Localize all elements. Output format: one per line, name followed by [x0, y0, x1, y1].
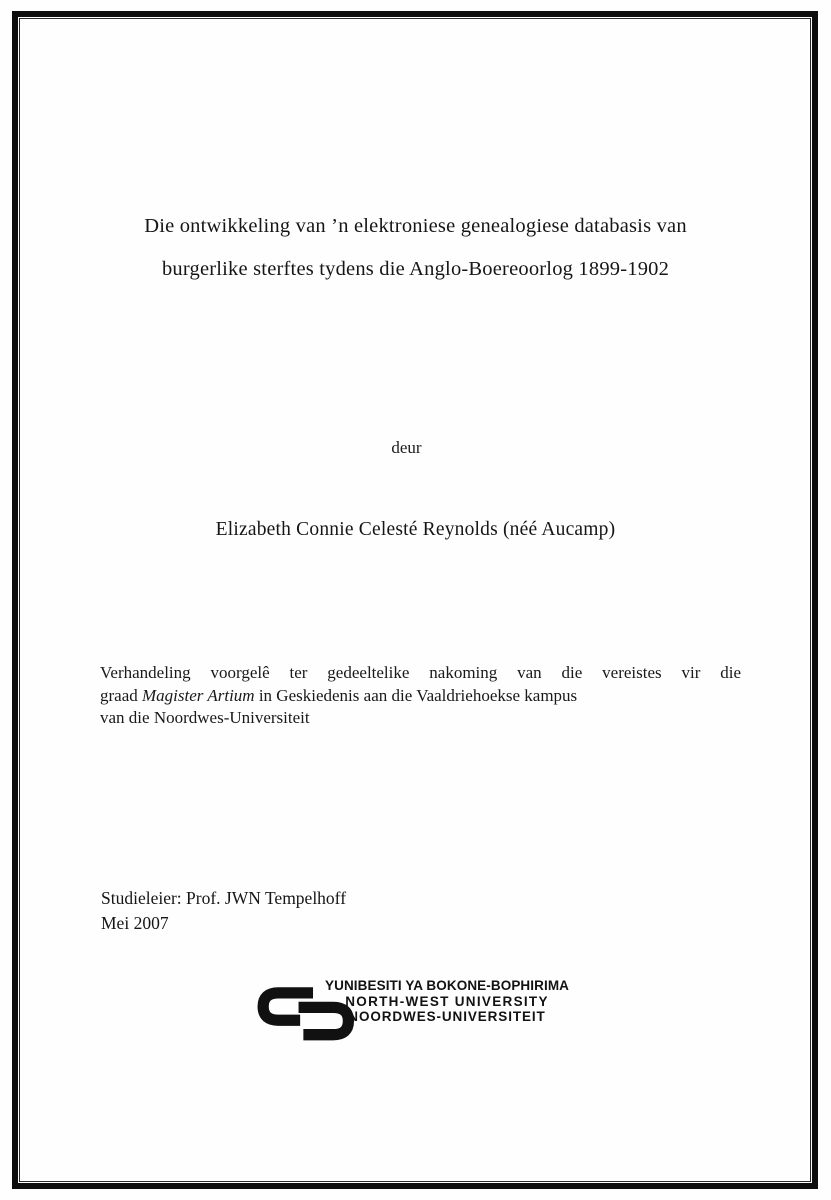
thesis-title: [60, 205, 771, 291]
degree-statement-line2: [100, 685, 741, 708]
author-name: Elizabeth Connie Celesté Reynolds (néé Aucamp): [215, 519, 616, 540]
thesis-title-line1: Die ontwikkeling van ’n elektroniese genealogiese databasis van: [144, 215, 687, 237]
university-logo-text: [316, 978, 578, 1025]
logo-text-afrikaans: NOORDWES-UNIVERSITEIT: [348, 1009, 546, 1024]
logo-text-setswana: YUNIBESITI YA BOKONE-BOPHIRIMA: [324, 978, 570, 993]
supervisor-and-date: [101, 886, 346, 935]
supervisor-line: Studieleier: Prof. JWN Tempelhoff: [101, 888, 347, 908]
degree-statement-line2-suffix: in Geskiedenis aan die Vaaldriehoekse kampus: [254, 685, 578, 705]
degree-statement-line1: Verhandeling voorgelê ter gedeeltelike nakoming van die vereistes vir die: [100, 663, 741, 682]
date-line: Mei 2007: [101, 912, 169, 933]
degree-name: Magister Artium: [142, 685, 255, 705]
thesis-title-line2: burgerlike sterftes tydens die Anglo-Boereoorlog 1899-1902: [161, 258, 670, 280]
degree-statement-line2-prefix: graad: [100, 685, 143, 705]
logo-text-english: NORTH-WEST UNIVERSITY: [345, 993, 549, 1009]
university-logo: [256, 976, 578, 1056]
degree-statement: [100, 662, 741, 730]
byline-label: deur: [391, 438, 422, 457]
degree-statement-line3: van die Noordwes-Universiteit: [100, 708, 310, 727]
